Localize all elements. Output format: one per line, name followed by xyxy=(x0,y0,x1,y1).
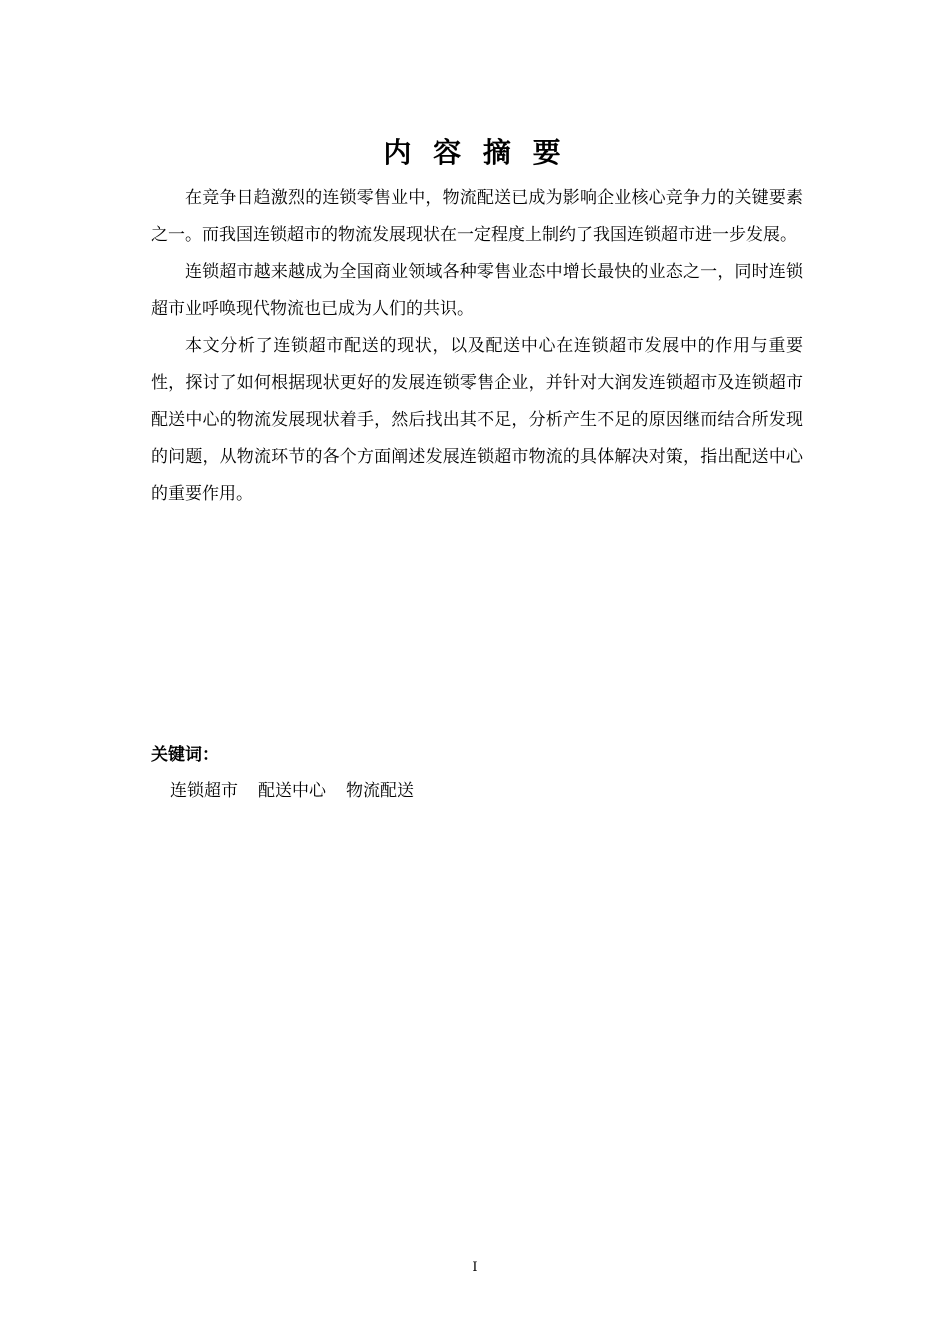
keyword-item: 物流配送 xyxy=(346,781,414,801)
abstract-paragraph-2: 连锁超市越来越成为全国商业领域各种零售业态中增长最快的业态之一，同时连锁超市业呼唤现代物流也已成为人们的共识。 xyxy=(151,262,803,319)
keywords-list xyxy=(170,776,414,806)
abstract-title: 内 容 摘 要 xyxy=(383,136,567,169)
abstract-body xyxy=(151,180,803,513)
abstract-paragraph-3: 本文分析了连锁超市配送的现状，以及配送中心在连锁超市发展中的作用与重要性，探讨了如何根据现状更好的发展连锁零售企业，并针对大润发连锁超市及连锁超市配送中心的物流发展现状着手，然后找出其不足，分析产生不足的原因继而结合所发现的问题，从物流环节的各个方面阐述发展连锁超市物流的具体解决对策，指出配送中心的重要作用。 xyxy=(151,336,803,504)
abstract-paragraph-1: 在竞争日趋激烈的连锁零售业中，物流配送已成为影响企业核心竞争力的关键要素之一。而我国连锁超市的物流发展现状在一定程度上制约了我国连锁超市进一步发展。 xyxy=(151,188,803,245)
keyword-item: 配送中心 xyxy=(258,781,326,801)
keyword-item: 连锁超市 xyxy=(170,781,238,801)
keywords-label: 关键词： xyxy=(151,745,219,765)
page-number: I xyxy=(472,1260,478,1275)
